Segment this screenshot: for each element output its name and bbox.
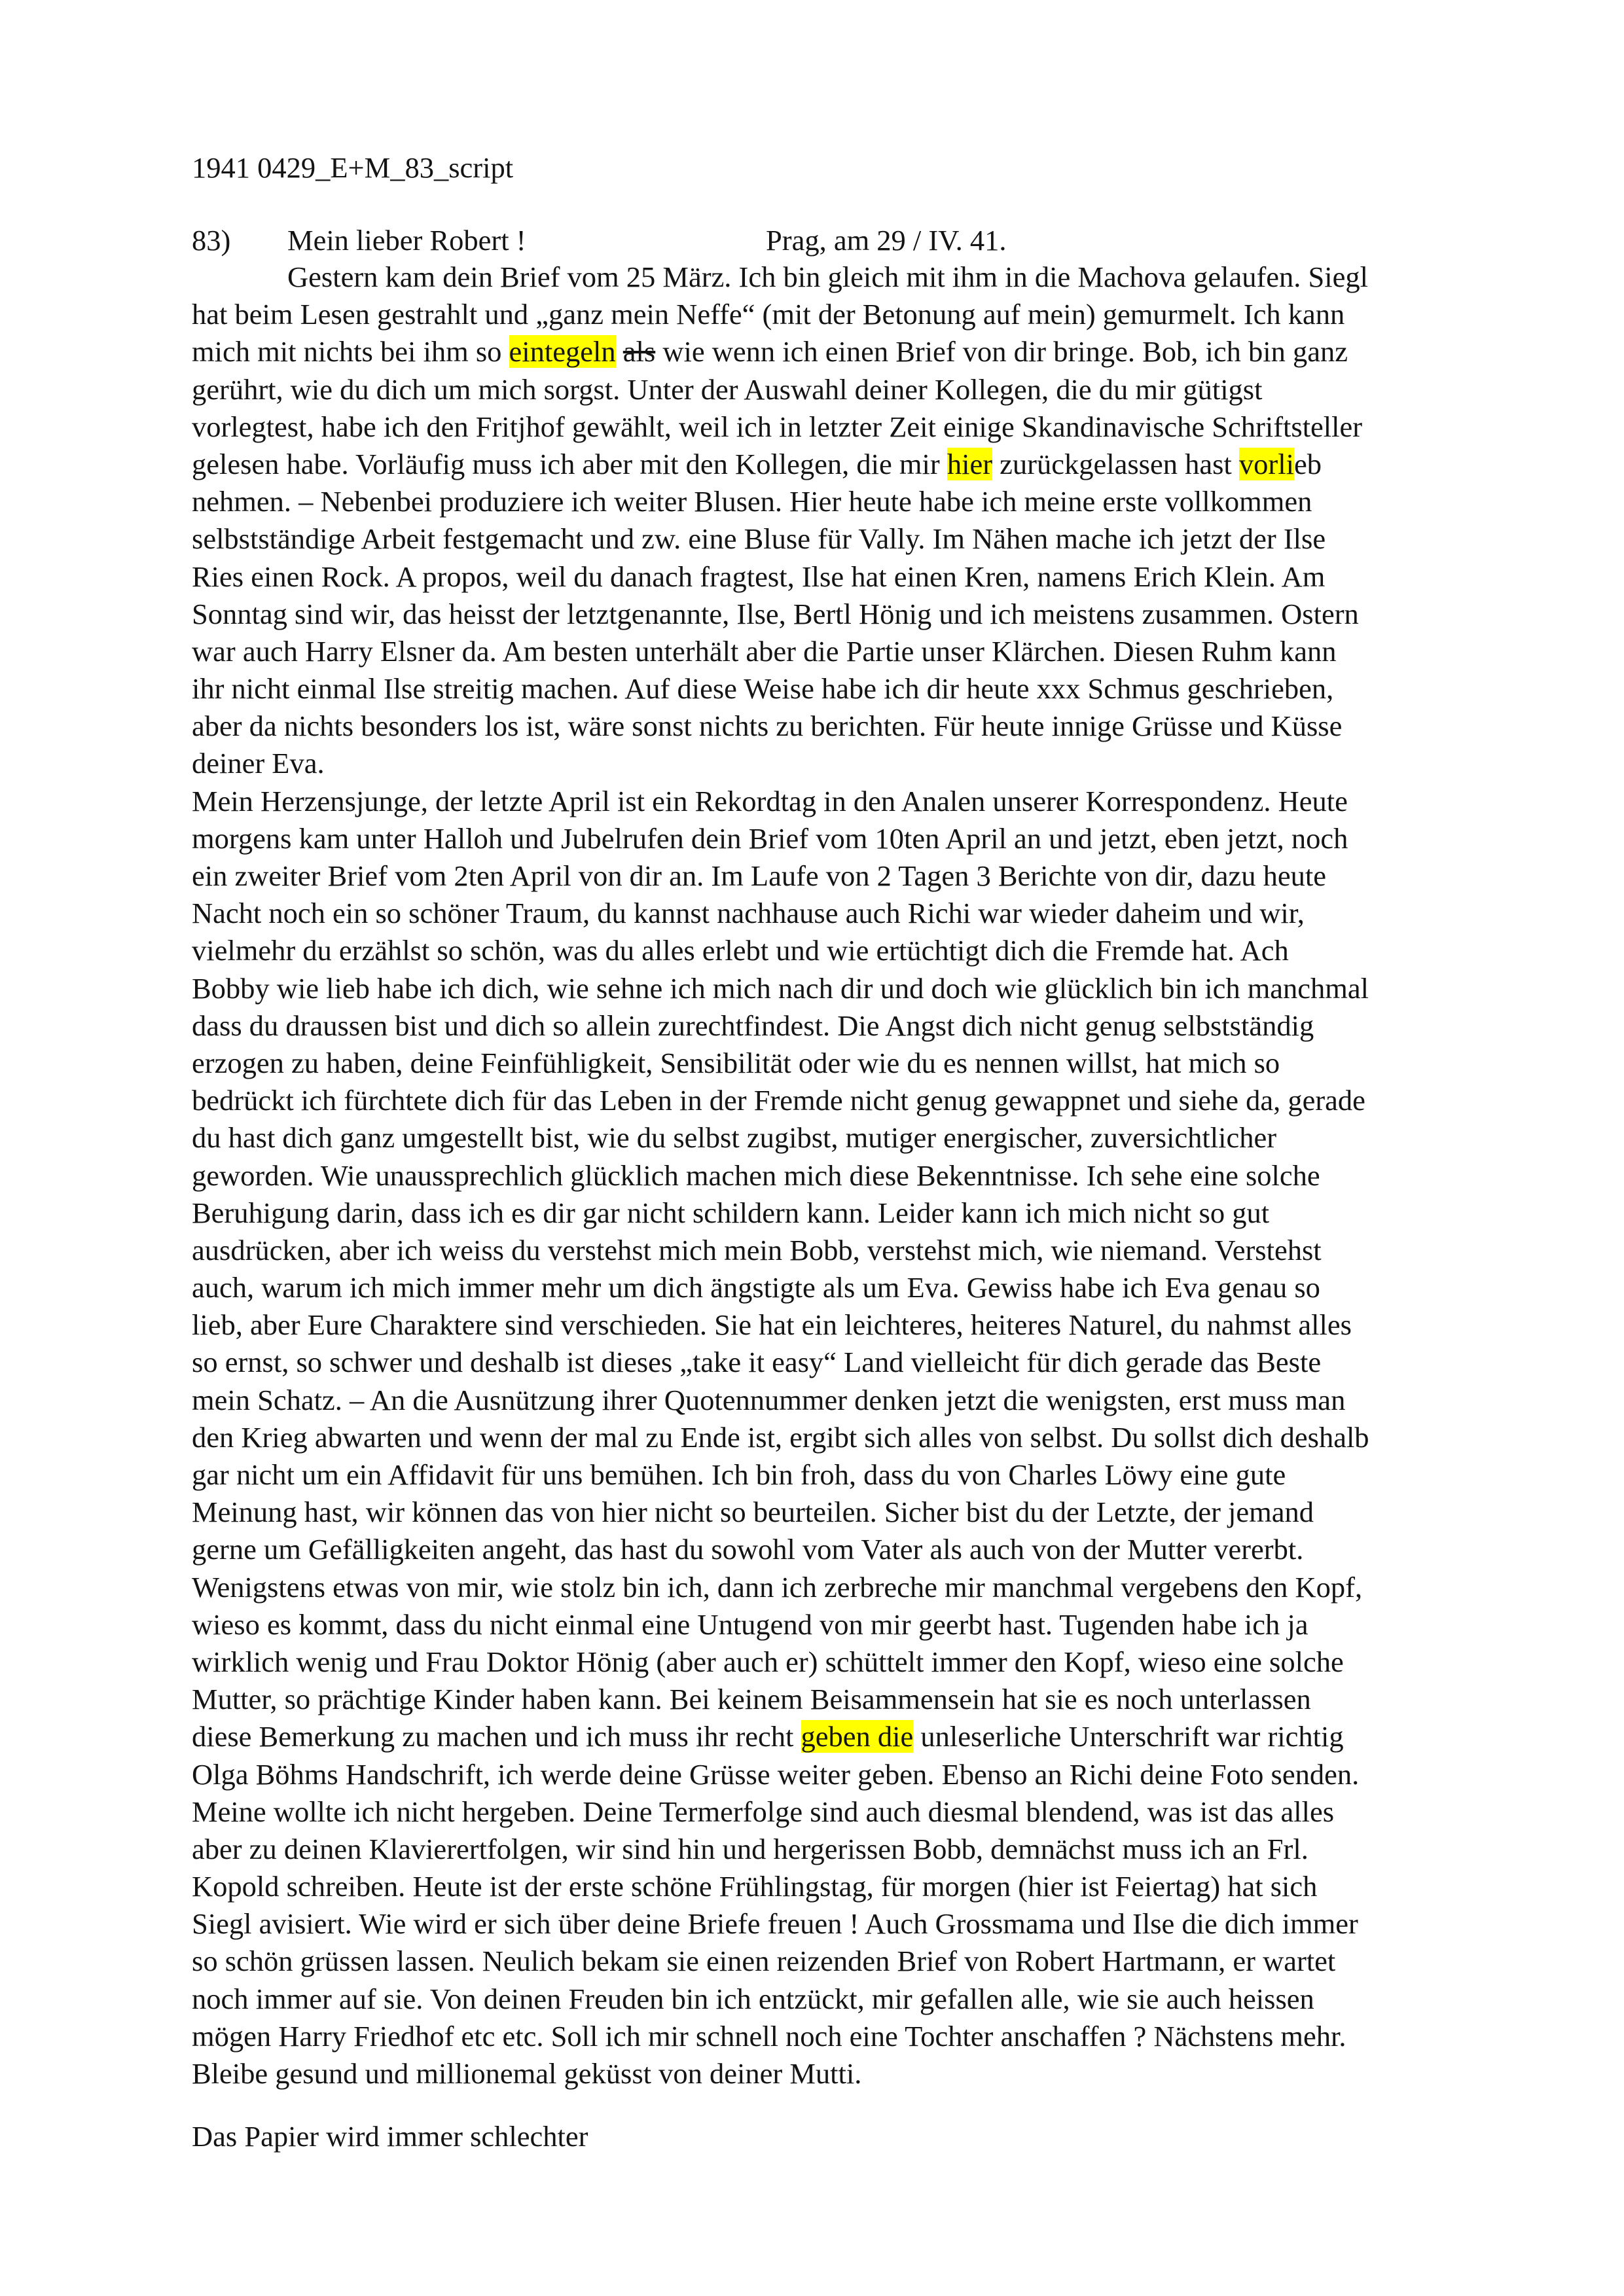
text-line: [192, 1606, 1507, 1643]
text-run: mögen Harry Friedhof etc etc. Soll ich mir schnell noch eine Tochter anschaffen ? Nächstens mehr.: [192, 2019, 1346, 2053]
text-run: Meinung hast, wir können das von hier nicht so beurteilen. Sicher bist du der Letzte, der jemand: [192, 1496, 1314, 1529]
text-run: Siegl avisiert. Wie wird er sich über deine Briefe freuen ! Auch Grossmama und Ilse die dich immer: [192, 1907, 1358, 1941]
text-run: geworden. Wie unaussprechlich glücklich machen mich diese Bekenntnisse. Ich sehe eine solche: [192, 1158, 1320, 1192]
text-line: [192, 1157, 1507, 1194]
text-line: [192, 446, 1507, 483]
text-line: [192, 259, 1507, 296]
text-run: mich mit nichts bei ihm so: [192, 335, 509, 368]
text-run: Mein Herzensjunge, der letzte April ist ein Rekordtag in den Analen unserer Korrespondenz. Heute: [192, 784, 1348, 817]
text-line: [192, 1082, 1507, 1119]
text-run: aber zu deinen Klavierertfolgen, wir sind hin und hergerissen Bobb, demnächst muss ich an Frl.: [192, 1832, 1308, 1865]
text-line: [192, 1718, 1507, 1755]
text-line: [192, 1456, 1507, 1494]
text-run: gerührt, wie du dich um mich sorgst. Unter der Auswahl deiner Kollegen, die du mir gütigst: [192, 372, 1263, 406]
salutation: Mein lieber Robert !: [287, 224, 526, 257]
text-line: [192, 970, 1507, 1007]
text-line: [192, 670, 1507, 708]
text-line: [192, 1494, 1507, 1531]
text-line: [192, 1943, 1507, 1980]
text-line: [192, 1119, 1507, 1157]
text-run: Ries einen Rock. A propos, weil du danach fragtest, Ilse hat einen Kren, namens Erich Klein. Am: [192, 560, 1326, 593]
text-run: wieso es kommt, dass du nicht einmal eine Untugend von mir geerbt hast. Tugenden habe ich ja: [192, 1607, 1308, 1641]
text-line: [192, 296, 1507, 333]
text-line: [192, 520, 1507, 558]
text-run: war auch Harry Elsner da. Am besten unterhält aber die Partie unser Klärchen. Diesen Ruhm kann: [192, 634, 1337, 668]
highlighted-text: geben die: [801, 1720, 914, 1753]
text-line: [192, 633, 1507, 670]
place-and-date: Prag, am 29 / IV. 41.: [766, 224, 1007, 257]
text-run: Mutter, so prächtige Kinder haben kann. Bei keinem Beisammensein hat sie es noch unterlassen: [192, 1683, 1311, 1716]
text-line: [192, 1868, 1507, 1905]
text-run: nehmen. – Nebenbei produziere ich weiter Blusen. Hier heute habe ich meine erste vollkommen: [192, 485, 1312, 518]
text-run: Sonntag sind wir, das heisst der letztgenannte, Ilse, Bertl Hönig und ich meistens zusammen. Ostern: [192, 597, 1359, 630]
text-line: [192, 2018, 1507, 2055]
text-run: den Krieg abwarten und wenn der mal zu Ende ist, ergibt sich alles von selbst. Du sollst dich deshalb: [192, 1420, 1369, 1454]
highlighted-text: hier: [947, 447, 993, 480]
text-line: [192, 1756, 1507, 1793]
text-run: zurückgelassen hast: [992, 447, 1239, 480]
text-line: [192, 2055, 1507, 2092]
text-line: [192, 1269, 1507, 1306]
text-run: Meine wollte ich nicht hergeben. Deine Termerfolge sind auch diesmal blendend, was ist das alles: [192, 1795, 1335, 1828]
text-line: [192, 708, 1507, 745]
text-run: auch, warum ich mich immer mehr um dich ängstigte als um Eva. Gewiss habe ich Eva genau so: [192, 1271, 1320, 1304]
text-run: Bobby wie lieb habe ich dich, wie sehne ich mich nach dir und doch wie glücklich bin ich manchmal: [192, 971, 1369, 1005]
text-run: Gestern kam dein Brief vom 25 März. Ich bin gleich mit ihm in die Machova gelaufen. Siegl: [287, 260, 1368, 293]
text-line: [192, 371, 1507, 408]
text-line: [192, 1419, 1507, 1456]
text-line: [192, 1007, 1507, 1045]
text-run: morgens kam unter Halloh und Jubelrufen dein Brief vom 10ten April an und jetzt, eben jetzt, noch: [192, 821, 1348, 855]
text-run: hat beim Lesen gestrahlt und „ganz mein Neffe“ (mit der Betonung auf mein) gemurmelt. Ich kann: [192, 298, 1345, 331]
text-run: Wenigstens etwas von mir, wie stolz bin ich, dann ich zerbreche mir manchmal vergebens den Kopf,: [192, 1570, 1363, 1604]
text-run: vielmehr du erzählst so schön, was du alles erlebt und wie ertüchtigt dich die Fremde hat. Ach: [192, 934, 1289, 967]
text-line: [192, 1531, 1507, 1568]
text-run: lieb, aber Eure Charaktere sind verschieden. Sie hat ein leichteres, heiteres Naturel, du nahmst alles: [192, 1308, 1352, 1342]
text-run: [616, 335, 623, 368]
text-line: [192, 1194, 1507, 1232]
text-line: [192, 1569, 1507, 1606]
highlighted-text: vorli: [1238, 447, 1294, 480]
text-run: aber da nichts besonders los ist, wäre sonst nichts zu berichten. Für heute innige Grüsse und Küsse: [192, 709, 1343, 743]
text-run: so schön grüssen lassen. Neulich bekam sie einen reizenden Brief von Robert Hartmann, er wartet: [192, 1945, 1336, 1978]
text-line: [192, 1306, 1507, 1344]
text-line: [192, 408, 1507, 446]
letter-body: [192, 259, 1507, 2092]
text-line: [192, 1045, 1507, 1082]
text-line: [192, 895, 1507, 932]
text-line: [192, 1344, 1507, 1381]
text-line: [192, 1793, 1507, 1831]
text-run: unleserliche Unterschrift war richtig: [913, 1720, 1344, 1753]
text-run: mein Schatz. – An die Ausnützung ihrer Quotennummer denken jetzt die wenigsten, erst muss man: [192, 1383, 1346, 1416]
text-run: ein zweiter Brief vom 2ten April von dir an. Im Laufe von 2 Tagen 3 Berichte von dir, dazu heute: [192, 859, 1326, 892]
text-line: [192, 745, 1507, 782]
postscript: Das Papier wird immer schlechter: [192, 2120, 588, 2153]
text-line: [192, 1905, 1507, 1943]
text-run: gelesen habe. Vorläufig muss ich aber mit den Kollegen, die mir: [192, 447, 947, 480]
text-run: gerne um Gefälligkeiten angeht, das hast du sowohl vom Vater als auch von der Mutter vererbt.: [192, 1533, 1304, 1566]
letter-number: 83): [192, 224, 231, 257]
text-line: [192, 558, 1507, 596]
text-run: ihr nicht einmal Ilse streitig machen. Auf diese Weise habe ich dir heute xxx Schmus geschrieben,: [192, 672, 1334, 706]
text-run: Nacht noch ein so schöner Traum, du kannst nachhause auch Richi war wieder daheim und wir,: [192, 897, 1305, 930]
text-line: [192, 820, 1507, 857]
text-line: [192, 333, 1507, 370]
text-line: [192, 783, 1507, 820]
text-line: [192, 857, 1507, 895]
text-run: wirklich wenig und Frau Doktor Hönig (aber auch er) schüttelt immer den Kopf, wieso eine solche: [192, 1645, 1344, 1678]
text-run: gar nicht um ein Affidavit für uns bemühen. Ich bin froh, dass du von Charles Löwy eine gute: [192, 1458, 1286, 1491]
text-line: [192, 483, 1507, 520]
text-run: Kopold schreiben. Heute ist der erste schöne Frühlingstag, für morgen (hier ist Feiertag) hat sich: [192, 1870, 1318, 1903]
text-line: [192, 1382, 1507, 1419]
text-line: [192, 1831, 1507, 1868]
text-run: erzogen zu haben, deine Feinfühligkeit, Sensibilität oder wie du es nennen willst, hat mich so: [192, 1046, 1280, 1079]
text-run: Bleibe gesund und millionemal geküsst von deiner Mutti.: [192, 2057, 862, 2090]
struck-through-text: als: [623, 335, 656, 368]
text-run: eb: [1293, 447, 1322, 480]
text-run: bedrückt ich fürchtete dich für das Leben in der Fremde nicht genug gewappnet und siehe da, gerade: [192, 1084, 1365, 1117]
text-run: ausdrücken, aber ich weiss du verstehst mich mein Bobb, verstehst mich, wie niemand. Verstehst: [192, 1233, 1322, 1266]
text-line: [192, 1232, 1507, 1269]
document-title: 1941 0429_E+M_83_script: [192, 151, 514, 184]
text-line: [192, 1643, 1507, 1681]
text-run: so ernst, so schwer und deshalb ist dieses „take it easy“ Land vielleicht für dich gerade das Beste: [192, 1346, 1322, 1379]
text-run: du hast dich ganz umgestellt bist, wie du selbst zugibst, mutiger energischer, zuversichtlicher: [192, 1121, 1277, 1155]
text-line: [192, 1681, 1507, 1718]
text-run: diese Bemerkung zu machen und ich muss ihr recht: [192, 1720, 801, 1753]
highlighted-text: eintegeln: [509, 335, 616, 368]
text-line: [192, 1981, 1507, 2018]
text-line: [192, 596, 1507, 633]
text-run: noch immer auf sie. Von deinen Freuden bin ich entzückt, mir gefallen alle, wie sie auch heissen: [192, 1982, 1314, 2015]
text-run: vorlegtest, habe ich den Fritjhof gewählt, weil ich in letzter Zeit einige Skandinavische Schriftsteller: [192, 410, 1363, 443]
text-run: wie wenn ich einen Brief von dir bringe. Bob, ich bin ganz: [655, 335, 1348, 368]
text-line: [192, 932, 1507, 969]
text-run: Olga Böhms Handschrift, ich werde deine Grüsse weiter geben. Ebenso an Richi deine Foto senden.: [192, 1757, 1360, 1791]
text-run: Beruhigung darin, dass ich es dir gar nicht schildern kann. Leider kann ich mich nicht so gut: [192, 1196, 1270, 1229]
text-run: deiner Eva.: [192, 747, 325, 780]
text-run: selbstständige Arbeit festgemacht und zw. eine Bluse für Vally. Im Nähen mache ich jetzt der Ilse: [192, 522, 1326, 556]
text-run: dass du draussen bist und dich so allein zurechtfindest. Die Angst dich nicht genug selbstständig: [192, 1009, 1314, 1042]
